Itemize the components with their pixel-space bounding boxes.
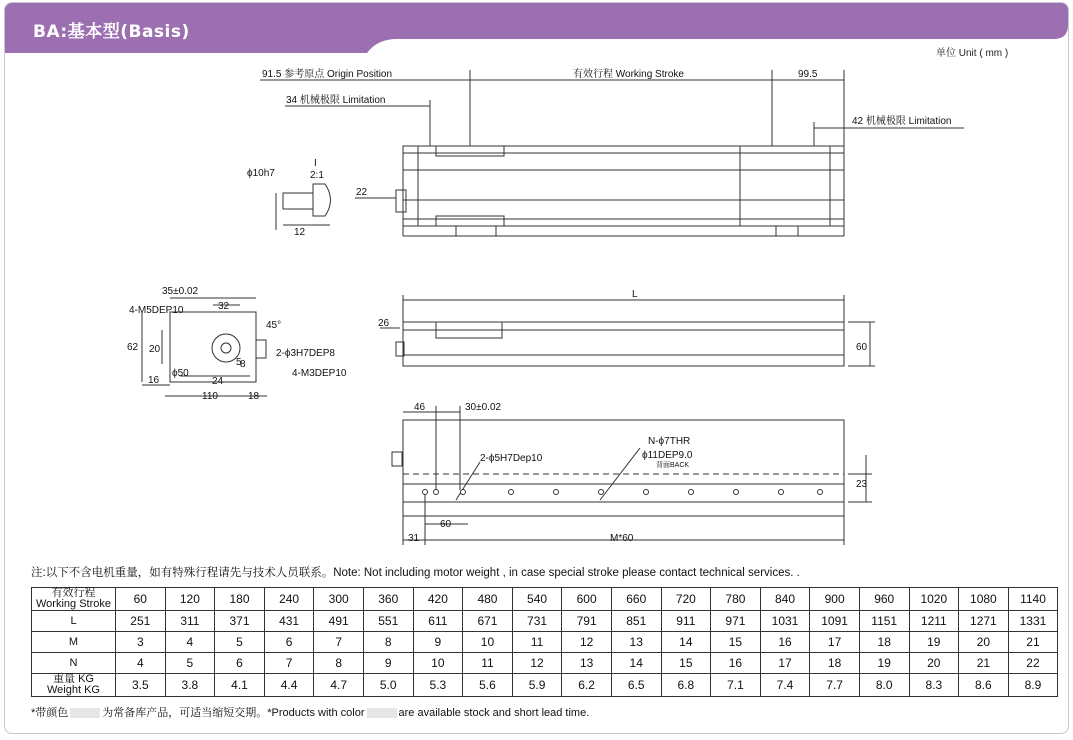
table-cell: 9 <box>363 653 413 674</box>
through-hole-label: N-ϕ7THR <box>648 436 691 447</box>
table-cell: 17 <box>760 653 810 674</box>
table-cell: 540 <box>512 588 562 611</box>
table-cell: 5 <box>165 653 215 674</box>
table-cell: 15 <box>711 632 761 653</box>
table-cell: 5.3 <box>413 674 463 697</box>
table-cell: 960 <box>859 588 909 611</box>
dim-24: 24 <box>212 376 224 387</box>
side-view-body <box>403 322 844 366</box>
table-cell: 7.4 <box>760 674 810 697</box>
table-cell: 8.9 <box>1008 674 1058 697</box>
table-cell: 19 <box>859 653 909 674</box>
note-text: 注:以下不含电机重量，如有特殊行程请先与技术人员联系。Note: Not including motor weight , in case special stroke please contact technical services. . <box>31 567 800 579</box>
table-cell: 8.3 <box>909 674 959 697</box>
table-cell: 911 <box>661 611 711 632</box>
dim-99-5: 99.5 <box>798 69 818 80</box>
dim-20: 20 <box>149 344 161 355</box>
table-cell: 480 <box>463 588 513 611</box>
detail-scale-ratio: 2:1 <box>310 170 324 181</box>
table-cell: 6 <box>264 632 314 653</box>
dim-22: 22 <box>356 187 368 198</box>
top-view-body <box>403 146 844 226</box>
table-cell: 371 <box>215 611 265 632</box>
table-cell: 180 <box>215 588 265 611</box>
footer-part3: are available stock and short lead time. <box>398 707 590 719</box>
table-cell: 551 <box>363 611 413 632</box>
table-cell: 300 <box>314 588 364 611</box>
table-cell: 1031 <box>760 611 810 632</box>
table-cell: 7 <box>314 632 364 653</box>
footer-part2: 为常备库产品，可适当缩短交期。*Products with color <box>102 707 365 719</box>
table-cell: 4 <box>116 653 166 674</box>
table-cell: 12 <box>562 632 612 653</box>
dim-5: 5 <box>236 357 242 368</box>
table-cell: 18 <box>810 653 860 674</box>
table-cell: 731 <box>512 611 562 632</box>
dim-8: 8 <box>240 359 246 370</box>
table-cell: 900 <box>810 588 860 611</box>
table-row <box>32 588 1058 611</box>
limit-42-label: 42 机械极限 Limitation <box>852 116 952 127</box>
table-cell: 18 <box>859 632 909 653</box>
dim-60-height: 60 <box>856 342 868 353</box>
table-cell: 13 <box>611 632 661 653</box>
table-cell: 360 <box>363 588 413 611</box>
table-cell: 1080 <box>959 588 1009 611</box>
table-cell: 5.6 <box>463 674 513 697</box>
table-cell: 611 <box>413 611 463 632</box>
table-cell: 3 <box>116 632 166 653</box>
table-cell: 16 <box>760 632 810 653</box>
table-cell: 8 <box>363 632 413 653</box>
table-cell: 420 <box>413 588 463 611</box>
table-row <box>32 674 1058 697</box>
limit-34-label: 34 机械极限 Limitation <box>286 95 386 106</box>
table-cell: 6.2 <box>562 674 612 697</box>
table-cell: 17 <box>810 632 860 653</box>
table-cell: 4 <box>165 632 215 653</box>
table-cell: 491 <box>314 611 364 632</box>
row-label-L: L <box>32 611 116 632</box>
table-cell: 60 <box>116 588 166 611</box>
table-cell: 6 <box>215 653 265 674</box>
angle-label: 45° <box>266 320 282 331</box>
table-cell: 971 <box>711 611 761 632</box>
table-cell: 671 <box>463 611 513 632</box>
dim-23: 23 <box>856 479 868 490</box>
detail-scale-label: I <box>314 158 317 169</box>
table-cell: 15 <box>661 653 711 674</box>
table-row <box>32 653 1058 674</box>
row-label-N: N <box>32 653 116 674</box>
pin-5-label: 2-ϕ5H7Dep10 <box>480 453 543 464</box>
table-cell: 240 <box>264 588 314 611</box>
table-cell: 7 <box>264 653 314 674</box>
table-cell: 21 <box>959 653 1009 674</box>
table-cell: 7.7 <box>810 674 860 697</box>
unit-label: 单位 Unit ( mm ) <box>936 48 1009 59</box>
table-cell: 1020 <box>909 588 959 611</box>
dim-46: 46 <box>414 402 426 413</box>
dim-60: 60 <box>440 519 452 530</box>
table-cell: 1091 <box>810 611 860 632</box>
table-cell: 120 <box>165 588 215 611</box>
table-cell: 600 <box>562 588 612 611</box>
row-label-M: M <box>32 632 116 653</box>
dim-32: 32 <box>218 301 230 312</box>
dim-L: L <box>632 289 638 300</box>
page-title: BA:基本型(Basis) <box>33 22 190 42</box>
table-cell: 10 <box>463 632 513 653</box>
table-cell: 3.5 <box>116 674 166 697</box>
table-cell: 1140 <box>1008 588 1058 611</box>
table-cell: 13 <box>562 653 612 674</box>
table-cell: 1211 <box>909 611 959 632</box>
table-cell: 431 <box>264 611 314 632</box>
table-row <box>32 611 1058 632</box>
table-cell: 251 <box>116 611 166 632</box>
table-cell: 16 <box>711 653 761 674</box>
m3-thread-label: 4-M3DEP10 <box>292 368 347 379</box>
table-cell: 1151 <box>859 611 909 632</box>
table-cell: 311 <box>165 611 215 632</box>
spec-table <box>31 587 1058 697</box>
dim-M-60: M*60 <box>610 533 634 544</box>
color-swatch <box>70 708 100 718</box>
table-cell: 3.8 <box>165 674 215 697</box>
table-cell: 851 <box>611 611 661 632</box>
back-label: 背面BACK <box>656 462 690 469</box>
table-cell: 840 <box>760 588 810 611</box>
footer-note <box>31 704 589 720</box>
table-cell: 14 <box>661 632 711 653</box>
table-cell: 7.1 <box>711 674 761 697</box>
table-cell: 720 <box>661 588 711 611</box>
counterbore-label: ϕ11DEP9.0 <box>642 450 693 461</box>
table-cell: 5.9 <box>512 674 562 697</box>
dim-18: 18 <box>248 391 260 402</box>
weight-header: 重量 KG Weight KG <box>32 674 116 697</box>
m5-thread-label: 4-M5DEP10 <box>129 305 184 316</box>
table-cell: 8.6 <box>959 674 1009 697</box>
dim-16: 16 <box>148 375 160 386</box>
table-cell: 791 <box>562 611 612 632</box>
shaft-diameter-label: ϕ10h7 <box>247 168 275 179</box>
table-cell: 8.0 <box>859 674 909 697</box>
table-cell: 4.1 <box>215 674 265 697</box>
table-cell: 20 <box>959 632 1009 653</box>
dim-50: ϕ50 <box>172 368 189 379</box>
dim-62: 62 <box>127 342 139 353</box>
table-cell: 22 <box>1008 653 1058 674</box>
dim-26: 26 <box>378 318 390 329</box>
table-cell: 10 <box>413 653 463 674</box>
table-cell: 12 <box>512 653 562 674</box>
table-cell: 6.5 <box>611 674 661 697</box>
color-swatch <box>367 708 397 718</box>
footer-part1: *带颜色 <box>31 707 69 719</box>
dim-110: 110 <box>202 391 218 402</box>
table-cell: 8 <box>314 653 364 674</box>
table-cell: 660 <box>611 588 661 611</box>
table-cell: 5 <box>215 632 265 653</box>
table-cell: 14 <box>611 653 661 674</box>
table-row <box>32 632 1058 653</box>
table-cell: 4.7 <box>314 674 364 697</box>
table-cell: 19 <box>909 632 959 653</box>
pin-3-label: 2-ϕ3H7DEP8 <box>276 348 335 359</box>
table-cell: 9 <box>413 632 463 653</box>
table-cell: 20 <box>909 653 959 674</box>
origin-position-label: 91.5 参考原点 Origin Position <box>262 69 393 80</box>
table-cell: 1331 <box>1008 611 1058 632</box>
dim-35: 35±0.02 <box>162 286 199 297</box>
table-cell: 780 <box>711 588 761 611</box>
stroke-header: 有效行程 Working Stroke <box>32 588 116 611</box>
table-cell: 21 <box>1008 632 1058 653</box>
table-cell: 5.0 <box>363 674 413 697</box>
dim-30: 30±0.02 <box>465 402 502 413</box>
dim-31: 31 <box>408 533 420 544</box>
table-cell: 11 <box>512 632 562 653</box>
working-stroke-label: 有效行程 Working Stroke <box>573 69 684 80</box>
table-cell: 6.8 <box>661 674 711 697</box>
table-cell: 1271 <box>959 611 1009 632</box>
table-cell: 4.4 <box>264 674 314 697</box>
dim-12: 12 <box>294 227 306 238</box>
table-cell: 11 <box>463 653 513 674</box>
